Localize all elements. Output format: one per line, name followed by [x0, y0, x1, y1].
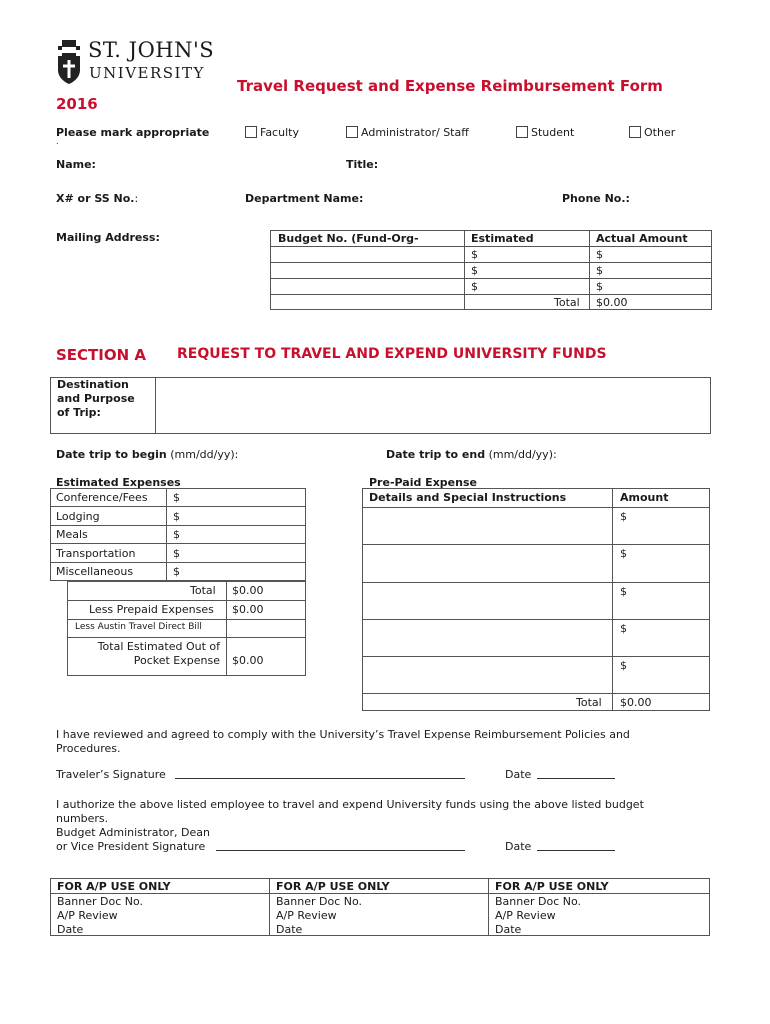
less-prepaid-label: Less Prepaid Expenses — [89, 603, 214, 616]
other-checkbox[interactable] — [629, 126, 641, 138]
estimated-total-value: $0.00 — [232, 584, 264, 597]
estimated-dollar-3[interactable]: $ — [173, 528, 180, 541]
date-begin[interactable]: Date trip to begin (mm/dd/yy): — [56, 448, 239, 461]
prepaid-details-2[interactable] — [364, 546, 610, 580]
budget-col2-header: Estimated — [471, 232, 534, 245]
option-faculty[interactable] — [245, 126, 299, 139]
ap-col3-date: Date — [495, 923, 522, 936]
student-label: Student — [531, 126, 575, 139]
authorize-text-2: numbers. — [56, 812, 109, 825]
budget-admin-date-label: Date — [505, 840, 532, 853]
x-or-ss-label: X# or SS No.: — [56, 192, 139, 205]
prepaid-total-label: Total — [576, 696, 602, 709]
prepaid-dollar-2[interactable]: $ — [620, 547, 627, 560]
faculty-label: Faculty — [260, 126, 299, 139]
title-label: Title: — [346, 158, 379, 171]
form-year: 2016 — [56, 95, 98, 113]
other-label: Other — [644, 126, 676, 139]
estimated-row-meals: Meals — [56, 528, 88, 541]
budget-est-dollar-1: $ — [471, 248, 478, 261]
ap-header-1: FOR A/P USE ONLY — [57, 880, 171, 893]
option-administrator-staff[interactable] — [346, 126, 469, 139]
reviewed-text-2: Procedures. — [56, 742, 121, 755]
budget-col3-header: Actual Amount — [596, 232, 688, 245]
section-a-title: REQUEST TO TRAVEL AND EXPEND UNIVERSITY FUNDS — [177, 346, 607, 362]
budget-admin-label-1: Budget Administrator, Dean — [56, 826, 210, 839]
prepaid-total-value: $0.00 — [620, 696, 652, 709]
logo-line-1: ST. JOHN'S — [88, 38, 215, 62]
prepaid-details-1[interactable] — [364, 509, 610, 543]
estimated-dollar-1[interactable]: $ — [173, 491, 180, 504]
budget-total-value: $0.00 — [596, 296, 628, 309]
section-a-label: SECTION A — [56, 346, 147, 364]
ap-col3-banner: Banner Doc No. — [495, 895, 582, 908]
estimated-row-miscellaneous: Miscellaneous — [56, 565, 134, 578]
traveler-date-label: Date — [505, 768, 532, 781]
university-logo — [56, 38, 215, 86]
ap-col2-date: Date — [276, 923, 303, 936]
mark-label-dot: . — [56, 137, 59, 146]
estimated-dollar-2[interactable]: $ — [173, 510, 180, 523]
authorize-text-1: I authorize the above listed employee to travel and expend University funds using the above listed budget — [56, 798, 644, 811]
name-label: Name: — [56, 158, 96, 171]
prepaid-col2-header: Amount — [620, 491, 669, 504]
ap-col3-review: A/P Review — [495, 909, 556, 922]
destination-input[interactable] — [157, 379, 709, 432]
prepaid-dollar-4[interactable]: $ — [620, 622, 627, 635]
ap-header-3: FOR A/P USE ONLY — [495, 880, 609, 893]
ap-col1-banner: Banner Doc No. — [57, 895, 144, 908]
option-other[interactable] — [629, 126, 675, 139]
logo-line-2: UNIVERSITY — [89, 64, 205, 82]
destination-label-1: Destination — [57, 378, 129, 391]
prepaid-details-4[interactable] — [364, 621, 610, 655]
estimated-dollar-4[interactable]: $ — [173, 547, 180, 560]
oop-label-1: Total Estimated Out of — [97, 640, 220, 653]
phone-label: Phone No.: — [562, 192, 630, 205]
budget-est-dollar-3: $ — [471, 280, 478, 293]
administrator-staff-checkbox[interactable] — [346, 126, 358, 138]
prepaid-dollar-3[interactable]: $ — [620, 585, 627, 598]
prepaid-dollar-5[interactable]: $ — [620, 659, 627, 672]
budget-admin-date-line[interactable] — [537, 850, 615, 851]
budget-act-dollar-3: $ — [596, 280, 603, 293]
less-austin-label: Less Austin Travel Direct Bill — [75, 622, 202, 632]
form-title: Travel Request and Expense Reimbursement Form — [237, 77, 663, 95]
shield-icon — [56, 38, 82, 84]
ap-header-2: FOR A/P USE ONLY — [276, 880, 390, 893]
estimated-expenses-title: Estimated Expenses — [56, 476, 181, 489]
traveler-date-line[interactable] — [537, 778, 615, 779]
ap-col2-banner: Banner Doc No. — [276, 895, 363, 908]
prepaid-details-5[interactable] — [364, 658, 610, 692]
ap-col1-review: A/P Review — [57, 909, 118, 922]
budget-col1-header: Budget No. (Fund-Org- — [278, 232, 419, 245]
mark-appropriate-label: Please mark appropriate — [56, 126, 210, 139]
budget-admin-label-2: or Vice President Signature — [56, 840, 206, 853]
ap-col2-review: A/P Review — [276, 909, 337, 922]
mailing-address-label: Mailing Address: — [56, 231, 160, 244]
faculty-checkbox[interactable] — [245, 126, 257, 138]
prepaid-details-3[interactable] — [364, 584, 610, 618]
option-student[interactable] — [516, 126, 574, 139]
estimated-row-transportation: Transportation — [56, 547, 136, 560]
destination-label-2: and Purpose — [57, 392, 135, 405]
oop-value: $0.00 — [232, 654, 264, 667]
estimated-row-conference: Conference/Fees — [56, 491, 148, 504]
ap-col1-date: Date — [57, 923, 84, 936]
oop-label-2: Pocket Expense — [133, 654, 220, 667]
less-prepaid-value: $0.00 — [232, 603, 264, 616]
student-checkbox[interactable] — [516, 126, 528, 138]
destination-label-3: of Trip: — [57, 406, 101, 419]
estimated-dollar-5[interactable]: $ — [173, 565, 180, 578]
reviewed-text-1: I have reviewed and agreed to comply with the University’s Travel Expense Reimbursement Policies and — [56, 728, 630, 741]
traveler-signature-line[interactable] — [175, 778, 465, 779]
budget-act-dollar-1: $ — [596, 248, 603, 261]
prepaid-col1-header: Details and Special Instructions — [369, 491, 567, 504]
less-austin-input[interactable] — [228, 620, 304, 636]
budget-admin-signature-line[interactable] — [216, 850, 465, 851]
traveler-signature-label: Traveler’s Signature — [56, 768, 166, 781]
budget-est-dollar-2: $ — [471, 264, 478, 277]
budget-act-dollar-2: $ — [596, 264, 603, 277]
prepaid-title: Pre-Paid Expense — [369, 476, 477, 489]
estimated-total-label: Total — [190, 584, 216, 597]
budget-total-label: Total — [554, 296, 580, 309]
prepaid-dollar-1[interactable]: $ — [620, 510, 627, 523]
department-label: Department Name: — [245, 192, 364, 205]
estimated-row-lodging: Lodging — [56, 510, 100, 523]
administrator-staff-label: Administrator/ Staff — [361, 126, 469, 139]
date-end[interactable]: Date trip to end (mm/dd/yy): — [386, 448, 557, 461]
